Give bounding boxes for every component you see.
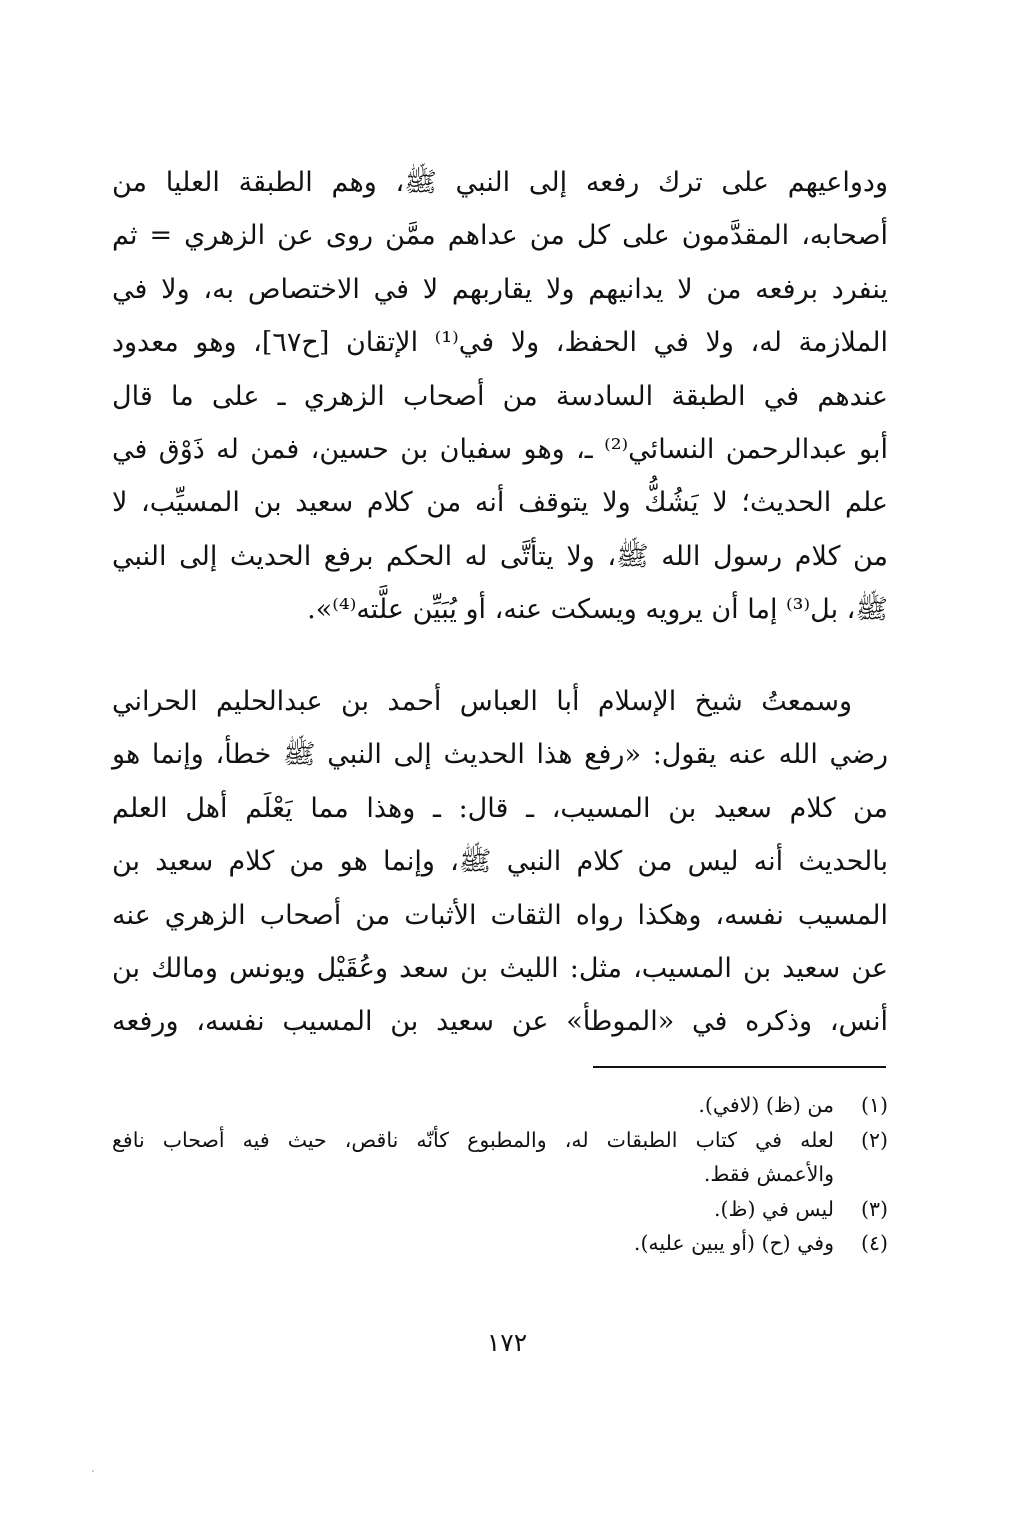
paragraph-2 xyxy=(112,675,888,1049)
text-line: ينفرد برفعه من لا يدانيهم ولا يقاربهم لا في الاختصاص به، ولا في xyxy=(112,273,888,305)
footnote-text xyxy=(112,1226,834,1261)
footnote-2 xyxy=(112,1123,888,1192)
text-line: عندهم في الطبقة السادسة من أصحاب الزهري ـ على ما قال xyxy=(112,380,888,412)
text-line: أبو عبدالرحمن النسائي⁽²⁾ ـ، وهو سفيان بن حسين، فمن له ذَوْق في xyxy=(112,433,888,465)
footnote-number: (٣) xyxy=(860,1196,888,1221)
text-line: بالحديث أنه ليس من كلام النبي ﷺ، وإنما هو من كلام سعيد بن xyxy=(112,846,888,878)
text-line: الملازمة له، ولا في الحفظ، ولا في⁽¹⁾ الإتقان [ح٦٧]، وهو معدود xyxy=(112,327,888,359)
paragraph-1 xyxy=(112,156,888,637)
footnote-text xyxy=(112,1192,834,1227)
text-line: ودواعيهم على ترك رفعه إلى النبي ﷺ، وهم الطبقة العليا من xyxy=(112,167,888,198)
text-line: من كلام سعيد بن المسيب، ـ قال: ـ وهذا مما يَعْلَم أهل العلم xyxy=(112,792,888,824)
text-line: أنس، وذكره في «الموطأ» عن سعيد بن المسيب نفسه، ورفعه xyxy=(112,1006,888,1038)
text-line: وسمعتُ شيخ الإسلام أبا العباس أحمد بن عبدالحليم الحراني xyxy=(112,686,852,717)
footnote-4 xyxy=(112,1226,888,1261)
footnote-number: (٢) xyxy=(860,1127,888,1152)
footnote-separator xyxy=(593,1066,886,1068)
text-line: ﷺ، بل⁽³⁾ إما أن يرويه ويسكت عنه، أو يُبَيِّن علَّته⁽⁴⁾». xyxy=(307,594,888,626)
text-line: رضي الله عنه يقول: «رفع هذا الحديث إلى النبي ﷺ خطأ، وإنما هو xyxy=(112,739,888,771)
text-line: علم الحديث؛ لا يَشُكُّ ولا يتوقف أنه من كلام سعيد بن المسيِّب، لا xyxy=(112,487,888,519)
text-line: المسيب نفسه، وهكذا رواه الثقات الأثبات من أصحاب الزهري عنه xyxy=(112,899,889,931)
footnote-text xyxy=(112,1123,834,1192)
footnote-line: لعله في كتاب الطبقات له، والمطبوع كأنّه ناقص، حيث فيه أصحاب نافع xyxy=(112,1127,834,1152)
scan-speck xyxy=(92,1470,94,1472)
text-line: من كلام رسول الله ﷺ، ولا يتأتَّى له الحكم برفع الحديث إلى النبي xyxy=(112,540,888,572)
footnote-number: (١) xyxy=(860,1093,888,1117)
footnote-line: ليس في (ظ). xyxy=(714,1196,834,1221)
text-line: أصحابه، المقدَّمون على كل من عداهم ممَّن روى عن الزهري = ثم xyxy=(112,220,888,252)
page-number: ١٧٢ xyxy=(486,1328,528,1357)
footnote-line: وفي (ح) (أو يبين عليه). xyxy=(633,1231,834,1255)
footnote-number: (٤) xyxy=(860,1231,888,1255)
footnote-text xyxy=(112,1088,834,1123)
footnotes xyxy=(112,1088,888,1261)
footnote-line: والأعمش فقط. xyxy=(703,1162,834,1186)
footnote-line: من (ظ) (لافي). xyxy=(698,1093,834,1117)
text-line: عن سعيد بن المسيب، مثل: الليث بن سعد وعُقَيْل ويونس ومالك بن xyxy=(112,952,888,984)
footnote-1 xyxy=(112,1088,888,1123)
footnote-3 xyxy=(112,1192,888,1227)
